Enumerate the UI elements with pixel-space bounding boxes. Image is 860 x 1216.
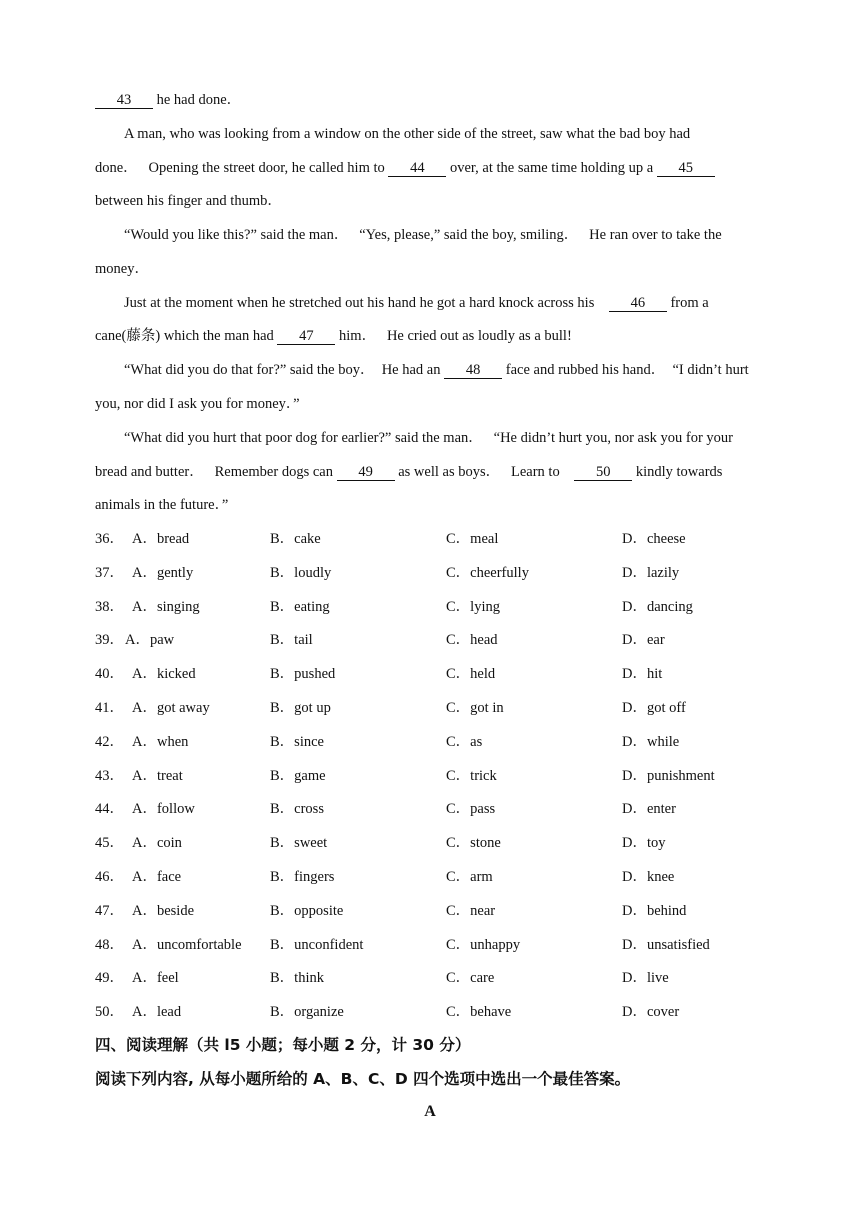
question-row [95,664,795,684]
option-c: C．lying [446,598,500,615]
question-row [95,766,795,786]
passage-text: face and rubbed his hand． “I didn’t hurt [502,362,749,378]
passage-text: he had done． [153,92,242,108]
option-c: C．trick [446,767,497,784]
passage-line [95,462,722,482]
option-c: C．cheerfully [446,564,529,581]
answer-blank: 44 [388,160,446,177]
option-c: C．unhappy [446,936,521,953]
option-b: B．loudly [270,564,332,581]
option-c: C．head [446,632,498,649]
option-c: C．meal [446,531,499,547]
passage-text: done． Opening the street door, he called him to [95,160,389,176]
question-number: 48． [95,936,124,953]
question-row [95,630,795,650]
option-c: C．stone [446,835,501,852]
answer-blank: 50 [574,464,632,481]
passage-line [124,360,749,380]
passage-text: “What did you hurt that poor dog for earlier?” said the man． “He didn’t hurt you, nor ask you for your [124,430,733,446]
passage-text: between his finger and thumb． [95,193,282,209]
passage-line [95,495,228,515]
option-c: C．near [446,902,496,919]
option-a: A．singing [132,598,200,615]
option-d: D．while [622,733,680,750]
option-b: B．opposite [270,902,344,919]
option-a: A．follow [132,801,195,818]
option-a: A．beside [132,902,195,919]
question-number: 40． [95,666,124,683]
question-row [95,935,795,955]
option-d: D．knee [622,869,675,885]
passage-line [95,158,715,178]
passage-text: Just at the moment when he stretched out his hand he got a hard knock across his [124,295,609,311]
question-number: 41． [95,700,124,716]
option-d: D．got off [622,700,686,716]
option-b: B．cake [270,531,321,547]
question-number: 44． [95,801,124,818]
option-d: D．live [622,970,669,987]
option-d: D．cheese [622,531,686,547]
option-b: B．pushed [270,666,336,683]
question-row [95,833,795,853]
option-d: D．dancing [622,598,693,615]
passage-line [95,90,241,110]
answer-blank: 46 [609,295,667,312]
passage-line [95,326,572,346]
passage-text: from a [666,295,709,311]
question-row [95,867,795,887]
part-letter: A [424,1103,436,1120]
option-a: A．when [132,733,189,750]
option-d: D．unsatisfied [622,936,710,953]
passage-line [95,191,282,211]
section-heading: 四、阅读理解（共 l5 小题；每小题 2 分，计 30 分） [95,1036,471,1054]
option-a: A．uncomfortable [132,936,242,953]
passage-text: you, nor did I ask you for money．” [95,396,300,412]
option-b: B．organize [270,1004,344,1021]
option-b: B．cross [270,801,324,818]
passage-text: “What did you do that for?” said the boy． He had an [124,362,445,378]
option-b: B．got up [270,700,331,716]
question-row [95,799,795,819]
passage-line [124,124,690,144]
option-d: D．enter [622,801,676,818]
option-d: D．toy [622,835,666,852]
option-c: C．as [446,733,483,750]
question-row [95,698,795,718]
passage-text: as well as boys． Learn to [394,464,575,480]
option-b: B．sweet [270,835,328,852]
passage-text: over, at the same time holding up a [446,160,657,176]
option-d: D．behind [622,902,687,919]
answer-blank: 48 [444,362,502,379]
passage-text: money． [95,261,149,277]
passage-line [124,293,709,313]
question-number: 46． [95,869,124,885]
option-a: A．lead [132,1004,182,1021]
question-number: 38． [95,598,124,615]
question-number: 36． [95,531,124,547]
option-c: C．behave [446,1004,512,1021]
answer-blank: 43 [95,92,153,109]
passage-text: “Would you like this?” said the man． “Yes, please,” said the boy, smiling． He ran over to take the [124,227,722,243]
passage-line [124,225,722,245]
question-row [95,529,795,549]
option-d: D．punishment [622,767,715,784]
option-a: A．paw [125,632,175,649]
question-number: 47． [95,902,124,919]
section-instruction: 阅读下列内容, 从每小题所给的 A、B、C、D 四个选项中选出一个最佳答案。 [95,1070,631,1088]
question-row [95,901,795,921]
passage-line [95,259,149,279]
passage-text: cane(藤条) which the man had [95,328,278,344]
question-number: 49． [95,970,124,987]
passage-line [95,394,300,414]
passage-text: animals in the future．” [95,497,229,513]
question-number: 43． [95,767,124,784]
option-c: C．pass [446,801,496,818]
option-a: A．got away [132,700,210,716]
passage-text: A man, who was looking from a window on the other side of the street, saw what the bad boy had [124,126,691,142]
question-number: 45． [95,835,124,852]
option-d: D．ear [622,632,665,649]
passage-line [124,428,733,448]
option-c: C．held [446,666,496,683]
option-b: B．unconfident [270,936,364,953]
question-row [95,968,795,988]
option-b: B．eating [270,598,330,615]
passage-text: kindly towards [632,464,723,480]
answer-blank: 47 [277,328,335,345]
passage-text: him． He cried out as loudly as a bull! [335,328,572,344]
question-row [95,563,795,583]
option-b: B．think [270,970,324,987]
option-a: A．gently [132,564,194,581]
option-d: D．lazily [622,564,680,581]
option-b: B．fingers [270,869,335,885]
question-row [95,597,795,617]
question-number: 39． [95,632,124,649]
option-a: A．kicked [132,666,196,683]
option-a: A．treat [132,767,183,784]
option-c: C．got in [446,700,504,716]
option-d: D．cover [622,1004,680,1021]
option-c: C．arm [446,869,493,885]
option-a: A．feel [132,970,179,987]
option-b: B．tail [270,632,313,649]
question-number: 42． [95,733,124,750]
option-c: C．care [446,970,495,987]
question-number: 37． [95,564,124,581]
passage-text: bread and butter． Remember dogs can [95,464,337,480]
question-row [95,1002,795,1022]
question-number: 50． [95,1004,124,1021]
answer-blank: 49 [337,464,395,481]
option-d: D．hit [622,666,663,683]
option-a: A．bread [132,531,190,547]
option-b: B．game [270,767,326,784]
option-a: A．face [132,869,182,885]
option-a: A．coin [132,835,182,852]
option-b: B．since [270,733,324,750]
answer-blank: 45 [657,160,715,177]
question-row [95,732,795,752]
